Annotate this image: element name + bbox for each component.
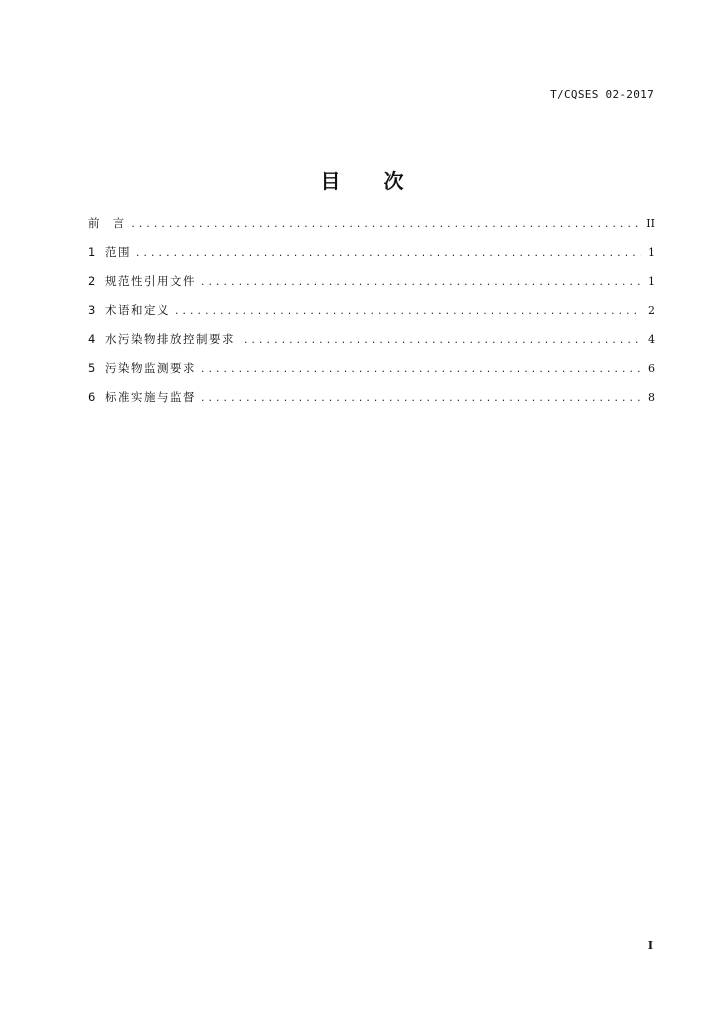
toc-entry-foreword[interactable] — [88, 215, 655, 244]
toc-entry-title: 术语和定义 — [105, 303, 170, 317]
toc-entry-normative-references[interactable] — [88, 273, 655, 302]
toc-entry-number: 1 — [88, 245, 97, 259]
toc-entry-number: 2 — [88, 274, 97, 288]
toc-entry-number: 3 — [88, 303, 97, 317]
toc-entry-title: 规范性引用文件 — [105, 274, 196, 288]
toc-title: 目 次 — [320, 169, 422, 193]
table-of-contents — [88, 215, 655, 418]
toc-entry-number: 6 — [88, 390, 97, 404]
toc-entry-page: 8 — [648, 391, 655, 404]
toc-entry-scope[interactable] — [88, 244, 655, 273]
toc-leader-dots — [200, 394, 641, 404]
toc-entry-page: 1 — [648, 246, 655, 259]
toc-entry-label — [88, 273, 196, 289]
toc-entry-label — [88, 215, 126, 231]
toc-leader-dots — [200, 365, 641, 375]
toc-entry-title: 标准实施与监督 — [105, 390, 196, 404]
toc-entry-label — [88, 244, 131, 260]
document-code: T/CQSES 02-2017 — [550, 88, 654, 101]
page-number: I — [647, 939, 653, 952]
toc-entry-title: 污染物监测要求 — [105, 361, 196, 375]
toc-entry-label — [88, 302, 170, 318]
toc-entry-page: 6 — [648, 362, 655, 375]
toc-entry-page: II — [646, 217, 655, 230]
toc-leader-dots — [200, 278, 641, 288]
toc-entry-monitoring[interactable] — [88, 360, 655, 389]
toc-entry-terms-definitions[interactable] — [88, 302, 655, 331]
toc-entry-implementation-supervision[interactable] — [88, 389, 655, 418]
toc-entry-title: 水污染物排放控制要求 — [105, 332, 235, 346]
toc-leader-dots — [243, 336, 641, 346]
toc-entry-page: 2 — [648, 304, 655, 317]
toc-entry-number: 4 — [88, 332, 97, 346]
toc-entry-title: 范围 — [105, 245, 131, 259]
toc-entry-emission-control[interactable] — [88, 331, 655, 360]
toc-entry-title: 前 言 — [88, 216, 127, 230]
toc-entry-number: 5 — [88, 361, 97, 375]
toc-entry-label — [88, 331, 235, 347]
toc-entry-page: 1 — [648, 275, 655, 288]
toc-leader-dots — [130, 220, 641, 230]
toc-entry-page: 4 — [648, 333, 655, 346]
toc-leader-dots — [174, 307, 641, 317]
toc-entry-label — [88, 360, 196, 376]
toc-leader-dots — [135, 249, 641, 259]
toc-entry-label — [88, 389, 196, 405]
